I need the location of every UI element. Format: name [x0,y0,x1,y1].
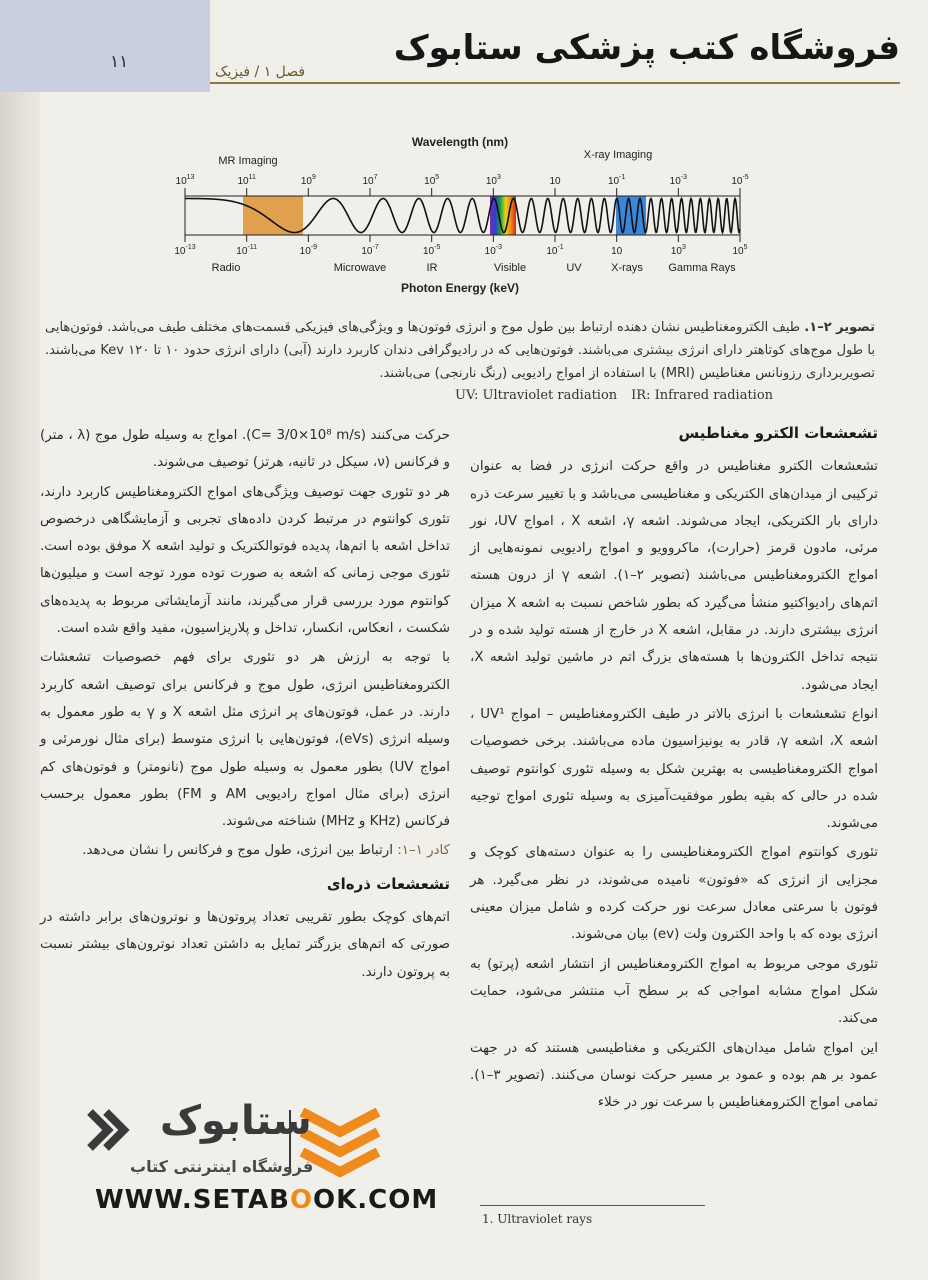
tick-label: $10^{-11}$ [236,244,258,257]
photon-energy-title: Photon Energy (keV) [400,281,520,295]
paragraph: تئوری موجی مربوط به امواج الکترومغناطیس از انتشار اشعه (پرتو) به شکل امواج مشابه امواجی که بر سطح آب منتشر می‌شود، حمایت می‌کند. [470,956,878,1027]
tick-label: 10 [611,246,623,257]
caption-label: تصویر ۲–۱. [804,320,875,335]
region-labels [212,262,736,274]
paragraph: هر دو تئوری جهت توصیف ویژگی‌های امواج الکترومغناطیس کاربرد دارند، تئوری کوانتوم در مرتبط کردن داده‌های تجربی و آزمایشگاهی درخصوص تداخل اشعه با اتم‌ها، پدیده فوتوالکتریک و تولید اشعه X موفق بوده است. تئوری موجی زمانی که اشعه به صورت توده مورد توجه است و میلیون‌ها کوانتوم مورد بررسی قرار می‌گیرند، مانند آزمایشاتی مربوط به پدیده‌های شکست ، انعکاس، انکسار، تداخل و پلاریزاسیون، مفید واقع شده است. [40,484,450,637]
tick-label: $10^{-1}$ [546,244,564,257]
paragraph: حرکت می‌کنند (C= 3/0×10⁸ m/s). امواج به وسیله طول موج (λ ، متر) و فرکانس (ν، سیکل در ثانیه، هرتز) توصیف می‌شوند. [40,428,451,471]
em-spectrum-figure [170,130,770,300]
site-url: WWW.SETABOOK.COM [95,1185,439,1215]
page-number: ۱۱ [110,52,129,72]
region-label: Microwave [333,262,387,274]
tick-label: $10^{11}$ [237,174,256,187]
paragraph: اتم‌های کوچک بطور تقریبی تعداد پروتون‌ها و نوترون‌های برابر داشته در صورتی که اتم‌های بزرگتر تمایل به داشتن تعداد نوترون‌های بیشتر نسبت به پروتون دارند. [40,910,450,980]
tick-label: $10^{-3}$ [484,244,503,257]
tick-label: $10^9$ [300,174,316,187]
tick-label: $10^3$ [485,174,501,187]
tick-label: 10 [549,176,561,187]
abbr-ir: IR: Infrared radiation [631,388,774,403]
footnote: 1. Ultraviolet rays [482,1212,593,1226]
paragraph: تشعشعات الکترو مغناطیس در واقع حرکت انرژی در فضا به عنوان ترکیبی از میدان‌های الکتریکی و مغناطیسی می‌باشد و با تغییر سرعت ذره دارای بار الکتریکی، ایجاد می‌شوند. اشعه γ، اشعه X ، امواج UV، نور مرئی، مادون قرمز (حرارت)، ماکروویو و امواج رادیویی نمونه‌هایی از امواج الکترومغناطیس می‌باشند (تصویر ۲–۱). اشعه γ از درون هسته اتم‌های رادیواکتیو منشأ می‌گیرد که بطور شاخص نسبت به اشعه X میزان انرژی بیشتری دارند. در مقابل، اشعه X در خارج از هسته تولید شده و در نتیجه تداخل الکترون‌ها با هسته‌های بزرگ اتم در ماشین تولید اشعه X، ایجاد می‌شود. [470,459,879,693]
paragraph: با توجه به ارزش هر دو تئوری برای فهم خصوصیات تشعشات الکترومغناطیس انرژی، طول موج و فرکانس برای توصیف اشعه کاربرد دارند. در عمل، فوتون‌های پر انرژی مثل اشعه X و γ به طور معمول به وسیله انرژی (eVs)، فوتون‌هایی با انرژی متوسط (برای مثال نورمرئی و امواج UV) بطور معمول به وسیله طول موج (نانومتر) و فوتون‌های کم انرژی (برای مثال امواج رادیویی AM و FM) بطور معمول برحسب فرکانس (KHz و MHz) شناخته می‌شوند. [40,650,450,830]
abbr-uv: UV: Ultraviolet radiation [455,388,618,403]
section-heading-em: تشعشعات الکترو مغناطیس [678,424,878,442]
header-band [0,0,210,92]
tick-label: $10^{13}$ [175,174,195,187]
tick-label: $10^{-1}$ [607,174,626,187]
right-column [470,420,878,1118]
mr-imaging-band [243,196,303,235]
footnote-rule [480,1205,705,1206]
mr-imaging-label: MR Imaging [218,155,278,167]
box-label: کادر ۱–۱: [397,843,450,859]
page-edge [0,0,40,1280]
region-label: X-rays [611,262,643,274]
paragraph: این امواج شامل میدان‌های الکتریکی و مغناطیسی هستند که در جهت عمود بر هم بوده و عمود بر مسیر حرکت نوسان می‌کنند. (تصویر ۳–۱). تمامی امواج الکترومغناطیس با سرعت نور در خلاء [470,1040,878,1111]
tick-label: $10^{-13}$ [174,244,196,257]
region-label: Radio [211,262,241,274]
tick-label: $10^3$ [670,244,686,257]
box-reference [40,837,450,864]
tick-label: $10^{-3}$ [669,174,688,187]
logo-brand: ستابوک [160,1098,312,1144]
tick-label: $10^{-5}$ [422,244,441,257]
tick-label: $10^5$ [424,174,440,187]
store-title: فروشگاه کتب پزشکی ستابوک [393,28,900,68]
wavelength-title: Wavelength (nm) [411,135,509,149]
caption-abbreviations [455,388,787,403]
tick-label: $10^{-7}$ [361,244,379,257]
tick-label: $10^5$ [732,244,748,257]
paragraph: انواع تشعشعات با انرژی بالاتر در طیف الکترومغناطیس – امواج UV¹ ، اشعه X، اشعه γ، قادر به یونیزاسیون ماده می‌باشند. برخی خصوصیات امواج الکترومغناطیسی به بهترین شکل به وسیله تئوری کوانتوم توصیف شده در حالی که بقیه بطور موفقیت‌آمیزی به وسیله تئوری امواج توجیه می‌شوند. [470,706,879,832]
tick-label: $10^7$ [362,174,378,187]
region-label: Visible [493,262,527,274]
xray-imaging-label: X-ray Imaging [583,149,653,161]
chapter-label: فصل ۱ / فیزیک [215,64,306,80]
logo-subtitle: فروشگاه اینترنتی کتاب [130,1157,314,1176]
left-column [40,422,450,988]
region-label: UV [566,262,582,274]
energy-ticks [174,235,747,257]
figure-caption [45,316,875,385]
header-rule [210,82,900,84]
caption-text: طیف الکترومغناطیس نشان دهنده ارتباط بین طول موج و انرژی فوتون‌ها و ویژگی‌های فیزیکی قسمت‌های مختلف طیف می‌باشد. فوتون‌هایی با طول موج‌های کوتاهتر دارای انرژی بیشتری می‌باشند. فوتون‌هایی که در رادیوگرافی دندان کاربرد دارند (آبی) دارای انرژی حدود ۱۰ تا ۱۲۰ Kev می‌باشند. تصویربرداری رزونانس مغناطیس (MRI) با استفاده از امواج رادیویی (رنگ نارنجی) می‌باشند. [45,320,875,381]
region-label: IR [426,262,438,274]
wavelength-ticks [176,174,749,196]
tick-label: $10^{-9}$ [299,244,318,257]
region-label: Gamma Rays [668,262,736,274]
section-heading-particle: تشعشعات ذره‌ای [326,874,450,893]
box-text: ارتباط بین انرژی، طول موج و فرکانس را نشان می‌دهد. [82,843,398,859]
paragraph: تئوری کوانتوم امواج الکترومغناطیسی را به عنوان دسته‌های کوچک و مجزایی از انرژی که «فوتون» نامیده می‌شوند، در نظر می‌گیرد. هر فوتون با سرعتی معادل سرعت نور حرکت کرده و شامل میزان معینی انرژی بوده که با واحد الکترون ولت (ev) بیان می‌شوند. [470,845,878,943]
tick-label: $10^{-5}$ [731,174,749,187]
